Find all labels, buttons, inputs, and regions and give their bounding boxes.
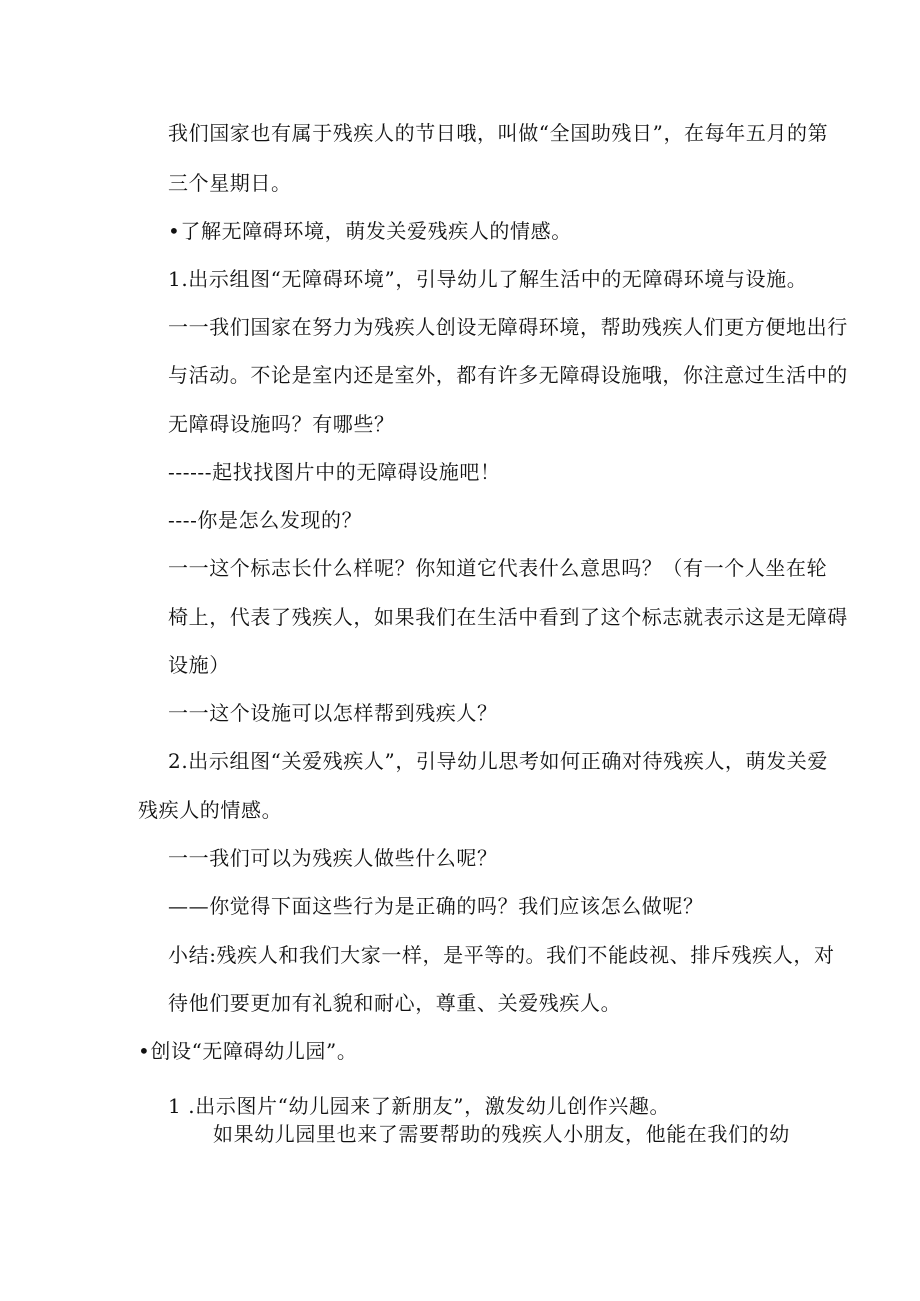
paragraph-line: 与活动。不论是室内还是室外，都有许多无障碍设施哦，你注意过生活中的 [168, 363, 848, 387]
paragraph-line: 椅上，代表了残疾人，如果我们在生活中看到了这个标志就表示这是无障碍 [168, 605, 848, 629]
paragraph-line: ——你觉得下面这些行为是正确的吗？我们应该怎么做呢？ [168, 894, 704, 918]
paragraph-line: 一一这个设施可以怎样帮到残疾人？ [168, 701, 498, 725]
paragraph-line: 一一我们国家在努力为残疾人创设无障碍环境，帮助残疾人们更方便地出行 [168, 315, 848, 339]
paragraph-line: 1.出示组图“无障碍环境”，引导幼儿了解生活中的无障碍环境与设施。 [168, 267, 808, 291]
paragraph-line: 一一我们可以为残疾人做些什么呢？ [168, 846, 498, 870]
section-heading: •创设“无障碍幼儿园”。 [138, 1039, 358, 1063]
paragraph-line: 1 .出示图片“幼儿园来了新朋友”，激发幼儿创作兴趣。 [168, 1094, 671, 1118]
paragraph-line: 一一这个标志长什么样呢？你知道它代表什么意思吗？（有一个人坐在轮 [168, 556, 828, 580]
paragraph-line: ------起找找图片中的无障碍设施吧！ [168, 460, 501, 484]
paragraph-line: 无障碍设施吗？有哪些？ [168, 412, 395, 436]
paragraph-line: 2.出示组图“关爱残疾人”，引导幼儿思考如何正确对待残疾人，萌发关爱 [168, 749, 828, 773]
summary-line: 小结:残疾人和我们大家一样，是平等的。我们不能歧视、排斥残疾人，对 [168, 943, 835, 967]
section-heading: •了解无障碍环境，萌发关爱残疾人的情感。 [168, 219, 572, 243]
paragraph-line: ----你是怎么发现的？ [168, 508, 363, 532]
paragraph-line: 我们国家也有属于残疾人的节日哦，叫做“全国助残日”，在每年五月的第 [168, 121, 829, 145]
paragraph-line: 如果幼儿园里也来了需要帮助的残疾人小朋友，他能在我们的幼 [213, 1122, 790, 1146]
paragraph-line: 三个星期日。 [168, 171, 292, 195]
summary-line: 待他们要更加有礼貌和耐心，尊重、关爱残疾人。 [168, 991, 622, 1015]
paragraph-line: 设施） [168, 653, 230, 677]
paragraph-line: 残疾人的情感。 [138, 798, 283, 822]
